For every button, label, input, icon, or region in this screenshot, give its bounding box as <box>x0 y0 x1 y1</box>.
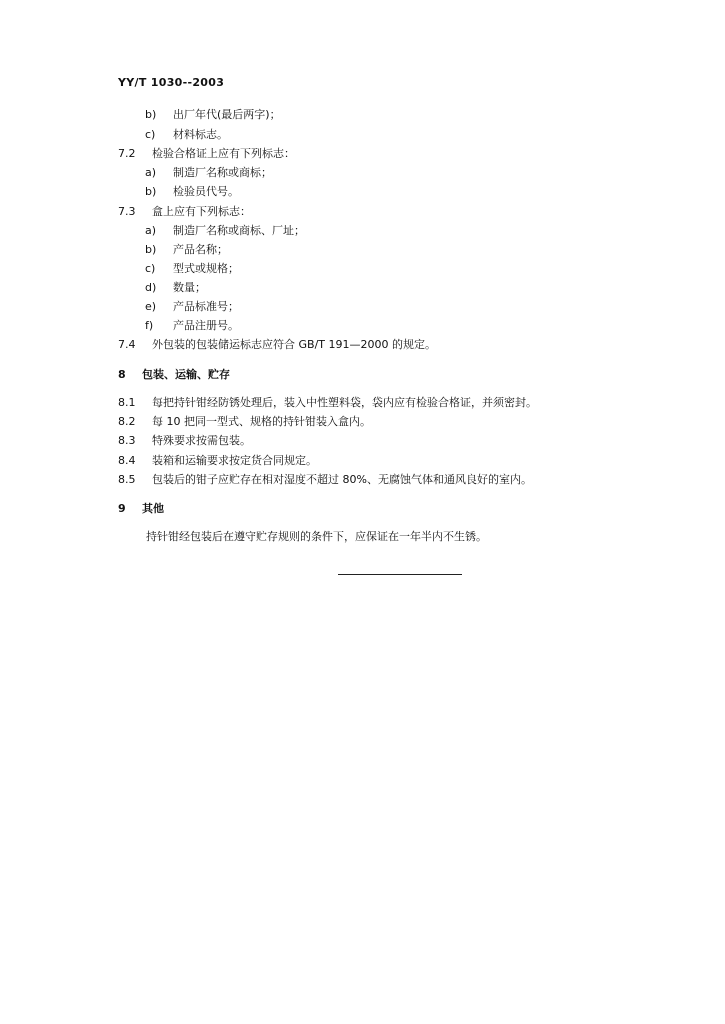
item-text: 出厂年代(最后两字)； <box>173 108 281 121</box>
standard-id-header: YY/T 1030--2003 <box>118 76 225 89</box>
item-number: a) <box>145 224 157 237</box>
clause-number: 8.2 <box>118 415 136 428</box>
clause <box>118 415 371 429</box>
item-number: b) <box>145 185 157 198</box>
list-item <box>145 319 239 333</box>
item-text: 检验员代号。 <box>173 185 239 198</box>
list-item <box>145 185 239 199</box>
list-item <box>145 224 305 238</box>
section-title: 包装、运输、贮存 <box>142 368 230 381</box>
item-number: a) <box>145 166 157 179</box>
clause-text: 外包装的包装储运标志应符合 GB/T 191—2000 的规定。 <box>152 338 436 351</box>
item-text: 产品名称； <box>173 243 228 256</box>
clause-number: 7.4 <box>118 338 136 351</box>
clause <box>118 454 317 468</box>
item-number: e) <box>145 300 157 313</box>
list-item <box>145 166 272 180</box>
clause-number: 7.3 <box>118 205 136 218</box>
item-number: c) <box>145 262 156 275</box>
clause <box>118 434 251 448</box>
item-number: b) <box>145 108 157 121</box>
list-item <box>145 281 206 295</box>
end-rule <box>338 574 462 575</box>
clause-text: 每 10 把同一型式、规格的持针钳装入盒内。 <box>152 415 371 428</box>
item-text: 制造厂名称或商标； <box>173 166 272 179</box>
list-item <box>145 262 239 276</box>
clause <box>118 473 532 487</box>
item-number: c) <box>145 128 156 141</box>
list-item <box>145 243 228 257</box>
section-title: 其他 <box>142 502 164 515</box>
item-number: f) <box>145 319 154 332</box>
clause-text: 特殊要求按需包装。 <box>152 434 251 447</box>
list-item <box>145 128 228 142</box>
clause <box>118 396 537 410</box>
clause <box>118 147 295 161</box>
paragraph-text: 持针钳经包装后在遵守贮存规则的条件下，应保证在一年半内不生锈。 <box>146 530 487 543</box>
clause-text: 装箱和运输要求按定货合同规定。 <box>152 454 317 467</box>
clause-text: 盒上应有下列标志： <box>152 205 251 218</box>
clause-number: 8.3 <box>118 434 136 447</box>
section-heading <box>118 368 230 382</box>
item-number: d) <box>145 281 157 294</box>
list-item <box>145 300 239 314</box>
clause-number: 8.4 <box>118 454 136 467</box>
item-text: 制造厂名称或商标、厂址； <box>173 224 305 237</box>
clause-text: 检验合格证上应有下列标志： <box>152 147 295 160</box>
paragraph <box>146 530 487 544</box>
clause-text: 每把持针钳经防锈处理后，装入中性塑料袋，袋内应有检验合格证，并须密封。 <box>152 396 537 409</box>
item-text: 数量； <box>173 281 206 294</box>
item-number: b) <box>145 243 157 256</box>
list-item <box>145 108 281 122</box>
clause-text: 包装后的钳子应贮存在相对湿度不超过 80%、无腐蚀气体和通风良好的室内。 <box>152 473 532 486</box>
clause <box>118 205 251 219</box>
item-text: 产品标准号； <box>173 300 239 313</box>
clause-number: 8.1 <box>118 396 136 409</box>
section-number: 9 <box>118 502 126 515</box>
section-heading <box>118 502 164 516</box>
item-text: 材料标志。 <box>173 128 228 141</box>
clause-number: 7.2 <box>118 147 136 160</box>
clause-number: 8.5 <box>118 473 136 486</box>
clause <box>118 338 436 352</box>
item-text: 型式或规格； <box>173 262 239 275</box>
section-number: 8 <box>118 368 126 381</box>
item-text: 产品注册号。 <box>173 319 239 332</box>
